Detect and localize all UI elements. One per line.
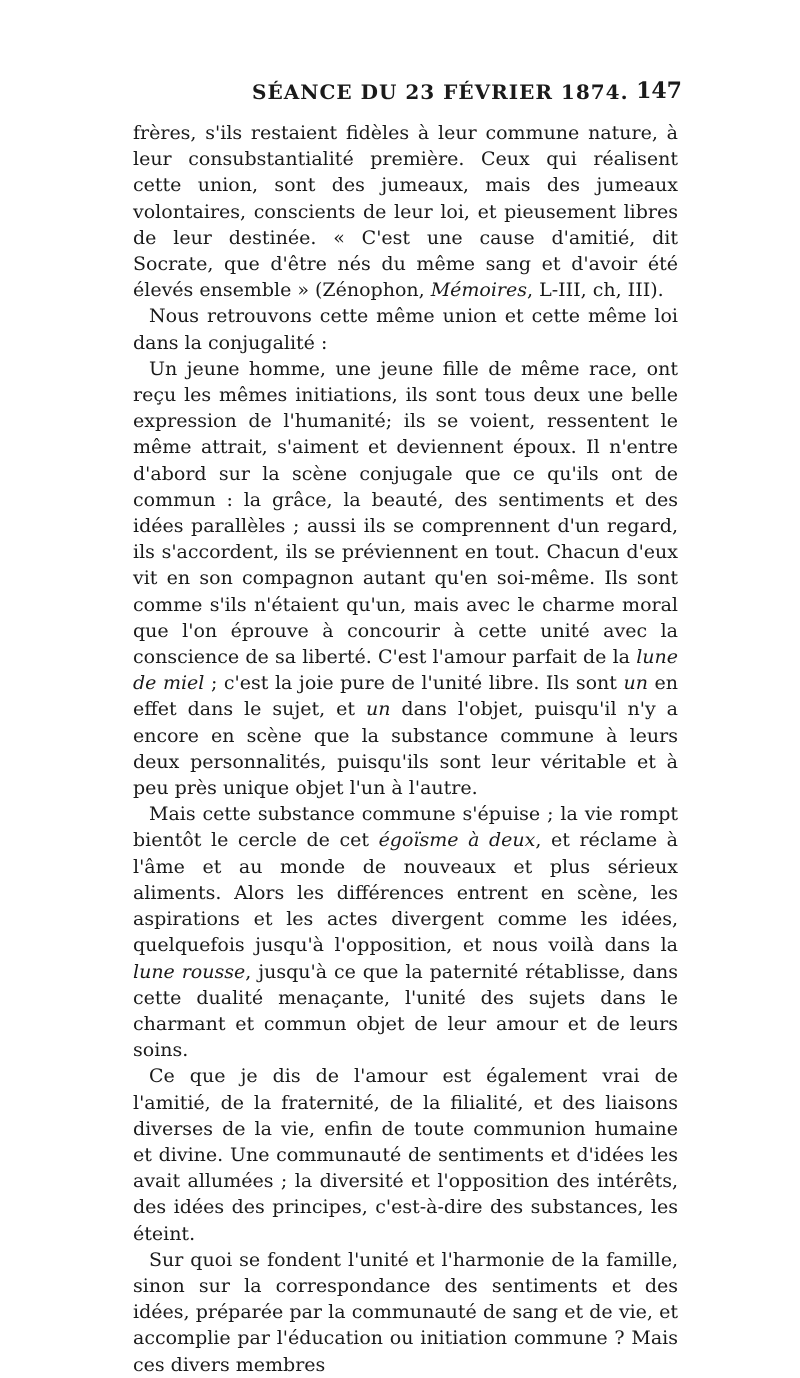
paragraph <box>133 303 678 355</box>
text-run: Un jeune homme, une jeune fille de même race, ont reçu les mêmes initiations, ils sont tous deux une belle expression de l'humanité; ils se voient, ressentent le même attrait, s'aiment et deviennent époux. Il n'entre d'abord sur la scène conjugale que ce qu'ils ont de commun : la grâce, la beauté, des sentiments et des idées parallèles ; aussi ils se comprennent d'un regard, ils s'accordent, ils se préviennent en tout. Chacun d'eux vit en son compagnon autant qu'en soi-même. Ils sont comme s'ils n'étaient qu'un, mais avec le charme moral que l'on éprouve à concourir à cette unité avec la conscience de sa liberté. C'est l'amour parfait de la <box>133 357 678 669</box>
text-run: , L-III, ch, III). <box>527 279 664 302</box>
paragraph <box>133 801 678 1063</box>
paragraph <box>133 1247 678 1378</box>
italic-text: lune de miel <box>133 646 678 695</box>
text-run: dans l'objet, puisqu'il n'y a encore en scène que la substance commune à leurs deux personnalités, puisqu'ils sont leur véritable et à peu près unique objet l'un à l'autre. <box>133 698 678 800</box>
italic-text: un <box>623 672 648 695</box>
italic-text: Mémoires <box>430 279 528 302</box>
body-text <box>133 120 678 1378</box>
text-run: Mais cette substance commune s'épuise ; la vie rompt bientôt le cercle de cet <box>133 803 678 852</box>
running-head <box>132 74 680 116</box>
italic-text: un <box>365 698 391 721</box>
text-run: Ce que je dis de l'amour est également vrai de l'amitié, de la fraternité, de la filialité, et des liaisons diverses de la vie, enfin de toute communion humaine et divine. Une communauté de sentiments et d'idées les avait allumées ; la diversité et l'opposition des intérêts, des idées des principes, c'est-à-dire des substances, les éteint. <box>133 1065 678 1245</box>
italic-text: égoïsme à deux <box>378 829 536 852</box>
text-run: , et réclame à l'âme et au monde de nouveaux et plus sérieux aliments. Alors les différences entrent en scène, les aspirations et les actes divergent comme les idées, quelquefois jusqu'à l'opposition, et nous voilà dans la <box>133 829 679 957</box>
text-run: Nous retrouvons cette même union et cette même loi dans la conjugalité : <box>133 305 678 354</box>
text-run: en effet dans le sujet, et <box>133 672 678 721</box>
italic-text: lune rousse <box>133 960 246 983</box>
text-run: ; c'est la joie pure de l'unité libre. Ils sont <box>204 672 624 695</box>
running-title: SÉANCE DU 23 FÉVRIER 1874. <box>252 80 629 104</box>
text-run: frères, s'ils restaient fidèles à leur commune nature, à leur consubstantialité première. Ceux qui réalisent cette union, sont des jumeaux, mais des jumeaux volontaires, conscients de leur loi, et pieusement libres de leur destinée. « C'est une cause d'amitié, dit Socrate, que d'être nés du même sang et d'avoir été élevés ensemble » (Zénophon, <box>133 122 678 302</box>
page-number: 147 <box>636 78 682 104</box>
paragraph <box>133 356 678 801</box>
text-run: Sur quoi se fondent l'unité et l'harmonie de la famille, sinon sur la correspondance des sentiments et des idées, préparée par la communauté de sang et de vie, et accomplie par l'éducation ou initiation commune ? Mais ces divers membres <box>133 1248 678 1376</box>
text-run: , jusqu'à ce que la paternité rétablisse, dans cette dualité menaçante, l'unité des sujets dans le charmant et commun objet de leur amour et de leurs soins. <box>133 960 679 1062</box>
paragraph <box>133 1063 678 1246</box>
paragraph <box>133 120 678 303</box>
